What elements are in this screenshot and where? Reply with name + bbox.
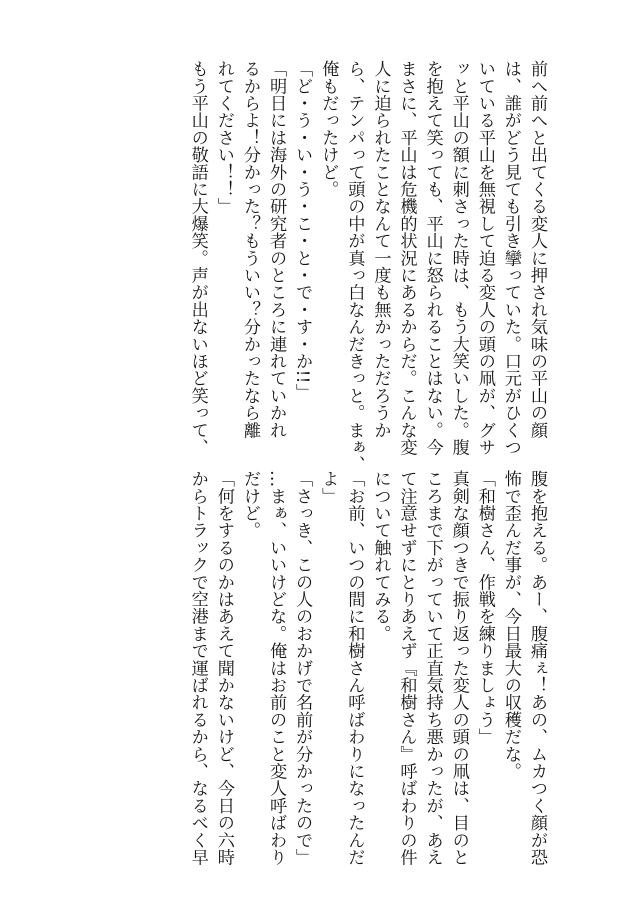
text-line: ッと平山の額に刺さった時は、もう大笑いした。腹	[448, 60, 469, 456]
dialogue-line: 「明日には海外の研究者のところに連れていかれ	[266, 60, 287, 439]
text-line: もう平山の敬語に大爆笑。声が出ないほど笑って、	[187, 60, 208, 456]
dialogue-line: からトラックで空港まで運ばれるから、なるべく早	[187, 470, 208, 866]
text-line: 怖で歪んだ事が、今日最大の収穫だな。	[500, 470, 521, 780]
text-line: だけど。	[239, 470, 260, 539]
text-line: いている平山を無視して迫る変人の頭の凧が、グサ	[474, 60, 495, 456]
text-line: て注意せずにとりあえず『和樹さん』呼ばわりの件	[396, 470, 417, 866]
text-line: 真剣な顔つきで振り返った変人の頭の凧は、目のと	[448, 470, 469, 866]
dialogue-line: 「ど・う・い・う・こ・と・で・す・か!!」	[292, 60, 313, 401]
text-line: ころまで下がっていて正直気持ち悪かったが、あえ	[422, 470, 443, 866]
dialogue-line: 「お前、いつの間に和樹さん呼ばわりになったんだ	[344, 470, 365, 866]
text-line: 腹を抱える。あー、腹痛ぇ！あの、ムカつく顔が恐	[527, 470, 547, 866]
text-line: …まぁ、いいけどな。俺はお前のこと変人呼ばわり	[266, 470, 287, 866]
text-line: は、誰がどう見ても引き攣っていた。口元がひくつ	[500, 60, 521, 456]
text-line: を抱えて笑っても、平山に怒られることはない。今	[422, 60, 443, 456]
text-line: 俺もだったけど。	[318, 60, 339, 198]
text-line: 前へ前へと出てくる変人に押され気味の平山の顔	[527, 60, 547, 439]
dialogue-line: るからよ！分かった？もういい？分かったなら離	[239, 60, 260, 439]
bottom-text-block	[185, 470, 550, 866]
text-line: について触れてみる。	[370, 470, 391, 642]
text-line: まさに、平山は危機的状況にあるからだ。こんな変	[396, 60, 417, 456]
top-text-block	[185, 60, 550, 473]
dialogue-line: 「さっき、この人のおかげで名前が分かったので」	[292, 470, 313, 866]
text-line: ら、テンパって頭の中が真っ白なんだきっと。まぁ、	[344, 60, 365, 473]
dialogue-line: れてください！！」	[213, 60, 234, 215]
dialogue-line: 「和樹さん、作戦を練りましょう」	[474, 470, 495, 746]
dialogue-line: 「何をするのかはあえて聞かないけど、今日の六時	[213, 470, 234, 866]
text-line: 人に迫られたことなんて一度も無かっただろうか	[370, 60, 391, 439]
dialogue-line: よ」	[318, 470, 339, 505]
